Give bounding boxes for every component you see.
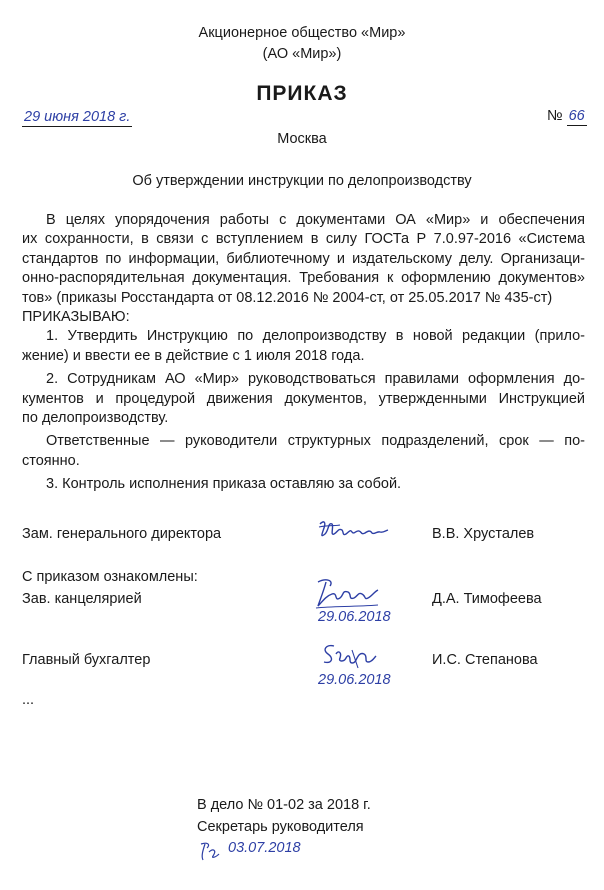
preamble-line: В целях упорядочения работы с документами ОА «Мир» и обеспечения [46,212,585,228]
document-date-value: 29 июня 2018 г. [24,109,131,125]
filing-note: В дело № 01-02 за 2018 г. [197,797,371,813]
office-head-date: 29.06.2018 [318,609,391,625]
responsible-line: Ответственные — руководители структурных подразделений, срок — по- [46,433,585,450]
order-word: ПРИКАЗЫВАЮ: [22,309,130,326]
director-signature [316,516,391,544]
document-subject: Об утверждении инструкции по делопроизводству [132,173,472,189]
item-2-line: по делопроизводству. [22,410,169,427]
director-position: Зам. генерального директора [22,526,222,542]
document-date [22,108,132,126]
item-1-line: 1. Утвердить Инструкцию по делопроизводству в новой редакции (прило- [46,328,585,345]
preamble-line: онно-распорядительная документация. Требования к оформлению документов» [22,270,585,287]
accountant-date: 29.06.2018 [318,672,391,688]
office-head-signature [312,576,384,612]
acquainted-label: С приказом ознакомлены: [22,569,198,585]
document-city: Москва [277,131,327,147]
organization-short-name: (АО «Мир») [262,46,342,62]
document-number [547,108,587,124]
accountant-position: Главный бухгалтер [22,652,151,668]
number-value: 66 [568,108,585,124]
office-head-name: Д.А. Тимофеева [432,591,542,607]
office-head-position: Зав. канцелярией [22,591,142,607]
preamble-line: стандартов по информации, библиотечному и издательскому делу. Организаци- [22,250,585,267]
document-title: ПРИКАЗ [256,82,348,105]
accountant-name: И.С. Степанова [432,652,538,668]
preamble-paragraph [22,211,585,495]
secretary-position: Секретарь руководителя [197,819,364,835]
item-2-line: кументов и процедурой движения документов, утвержденными Инструкцией [22,390,585,407]
signatures-ellipsis: ... [22,692,35,708]
number-label: № [547,108,563,124]
responsible-line: стоянно. [22,452,80,469]
item-1-line: жение) и ввести ее в действие с 1 июля 2018 года. [22,347,365,364]
organization-name: Акционерное общество «Мир» [198,25,406,41]
preamble-line: их сохранности, в связи с вступлением в силу ГОСТа Р 7.0.97-2016 «Система [22,231,585,248]
preamble-line: тов» (приказы Росстандарта от 08.12.2016 № 2004-ст, от 25.05.2017 № 435-ст) [22,289,553,306]
director-name: В.В. Хрусталев [432,526,535,542]
item-3-line: 3. Контроль исполнения приказа оставляю за собой. [46,476,402,493]
secretary-date: 03.07.2018 [228,840,301,856]
accountant-signature [318,640,380,672]
item-2-line: 2. Сотрудникам АО «Мир» руководствоваться правилами оформления до- [46,371,585,388]
secretary-signature [197,838,225,862]
